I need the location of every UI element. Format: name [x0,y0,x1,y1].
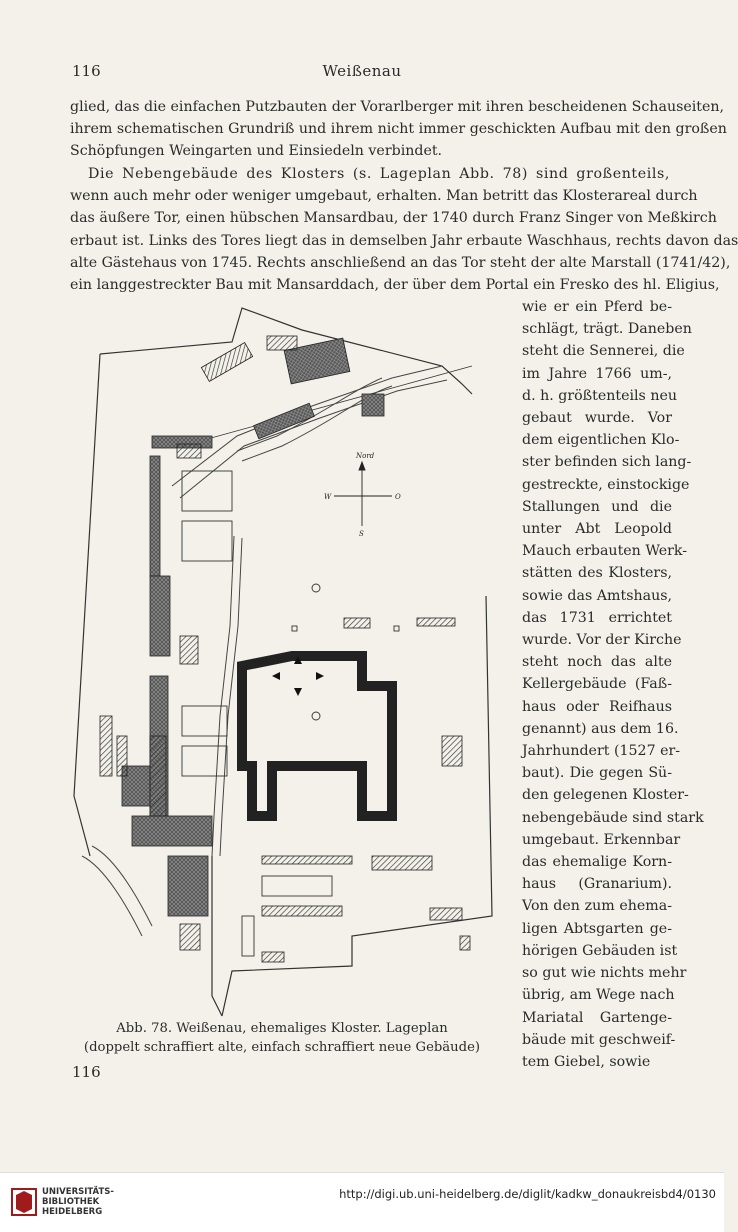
text-line: Von den zum ehema- [522,898,672,915]
text-line: das ehemalige Korn- [522,854,672,871]
text-line: das äußere Tor, einen hübschen Mansardbau, der 1740 durch Franz Singer von Meßkirch [70,210,717,227]
text-line: glied, das die einfachen Putzbauten der Vorarlberger mit ihren bescheidenen Schauseiten, [70,99,725,115]
text-line: nebengebäude sind stark [522,809,704,826]
text-line: unter Abt Leopold [522,521,672,538]
text-line: wenn auch mehr oder weniger umgebaut, erhalten. Man betritt das Klosterareal durch [70,188,698,205]
figure-caption-legend: (doppelt schraffiert alte, einfach schraffiert neue Gebäude) [83,1040,481,1055]
text-line: im Jahre 1766 um-, [522,365,672,382]
text-line: bäude mit geschweif- [522,1031,676,1048]
text-line: den gelegenen Kloster- [522,787,689,804]
road [82,366,447,936]
text-line: genannt) aus dem 16. [522,720,679,737]
text-line: dem eigentlichen Klo- [522,432,680,449]
library-name [42,1187,114,1217]
running-title: Weißenau [322,62,402,80]
text-line: ster befinden sich lang- [522,454,692,471]
text-line: wie er ein Pferd be- [522,299,672,315]
intro-paragraph [70,96,727,163]
compass-icon [334,462,392,526]
text-line: gebaut wurde. Vor [522,410,672,427]
text-line: so gut wie nichts mehr [522,965,687,982]
library-footer [0,1172,724,1232]
library-name-line: BIBLIOTHEK [42,1197,100,1207]
figure-caption: Abb. 78. Weißenau, ehemaliges Kloster. Lageplan [116,1021,448,1036]
text-line: steht noch das alte [522,654,672,671]
text-line: Jahrhundert (1527 er- [522,743,681,760]
text-line: Die Nebengebäude des Klosters (s. Lageplan Abb. 78) sind großenteils, [88,166,670,182]
text-line: Kellergebäude (Faß- [522,676,672,693]
text-line: schlägt, trägt. Daneben [522,321,692,338]
text-line: Mauch erbauten Werk- [522,543,688,560]
text-line: ligen Abtsgarten ge- [522,920,672,937]
library-logo-icon [10,1187,38,1217]
text-line: haus (Granarium). [522,876,672,893]
text-line: Stallungen und die [522,498,672,515]
compass-south-label: S [359,530,364,538]
side-column [522,296,704,1073]
library-name-line: UNIVERSITÄTS- [42,1187,114,1197]
text-line: steht die Sennerei, die [522,343,685,360]
text-line: das 1731 errichtet [522,609,672,626]
nebengebaeude-paragraph [70,163,738,296]
compass-west-label: W [324,493,332,501]
text-line: ihrem schematischen Grundriß und ihrem nicht immer geschickten Aufbau mit den großen [70,121,727,138]
text-line: umgebaut. Erkennbar [522,831,681,848]
text-line: übrig, am Wege nach [522,987,675,1004]
site-plan-figure [62,296,502,1016]
text-line: alte Gästehaus von 1745. Rechts anschließend an das Tor steht der alte Marstall (1741/42), [70,254,731,271]
text-line: tem Giebel, sowie [522,1053,651,1070]
text-line: gestreckte, einstockige [522,476,690,493]
source-url-link[interactable]: http://digi.ub.uni-heidelberg.de/diglit/kadkw_donaukreisbd4/0130 [339,1187,716,1201]
compass-east-label: O [395,493,401,501]
text-line: d. h. größtenteils neu [522,387,678,404]
text-line: Schöpfungen Weingarten und Einsiedeln verbindet. [70,143,443,160]
text-line: stätten des Klosters, [522,565,672,582]
text-line: ein langgestreckter Bau mit Mansarddach, der über dem Portal ein Fresko des hl. Eligius, [70,277,720,294]
text-line: sowie das Amtshaus, [522,587,672,604]
text-line: hörigen Gebäuden ist [522,942,678,959]
text-line: haus oder Reifhaus [522,698,672,715]
footer-page-number: 116 [72,1063,101,1081]
text-line: erbaut ist. Links des Tores liegt das in demselben Jahr erbaute Waschhaus, rechts davon das [70,232,738,249]
page-number: 116 [72,62,101,80]
compass-north-label: Nord [356,452,375,460]
text-line: wurde. Vor der Kirche [522,632,682,649]
library-name-line: HEIDELBERG [42,1207,103,1217]
text-line: Mariatal Gartenge- [522,1009,672,1026]
other-features [182,471,399,956]
text-line: baut). Die gegen Sü- [522,765,672,782]
